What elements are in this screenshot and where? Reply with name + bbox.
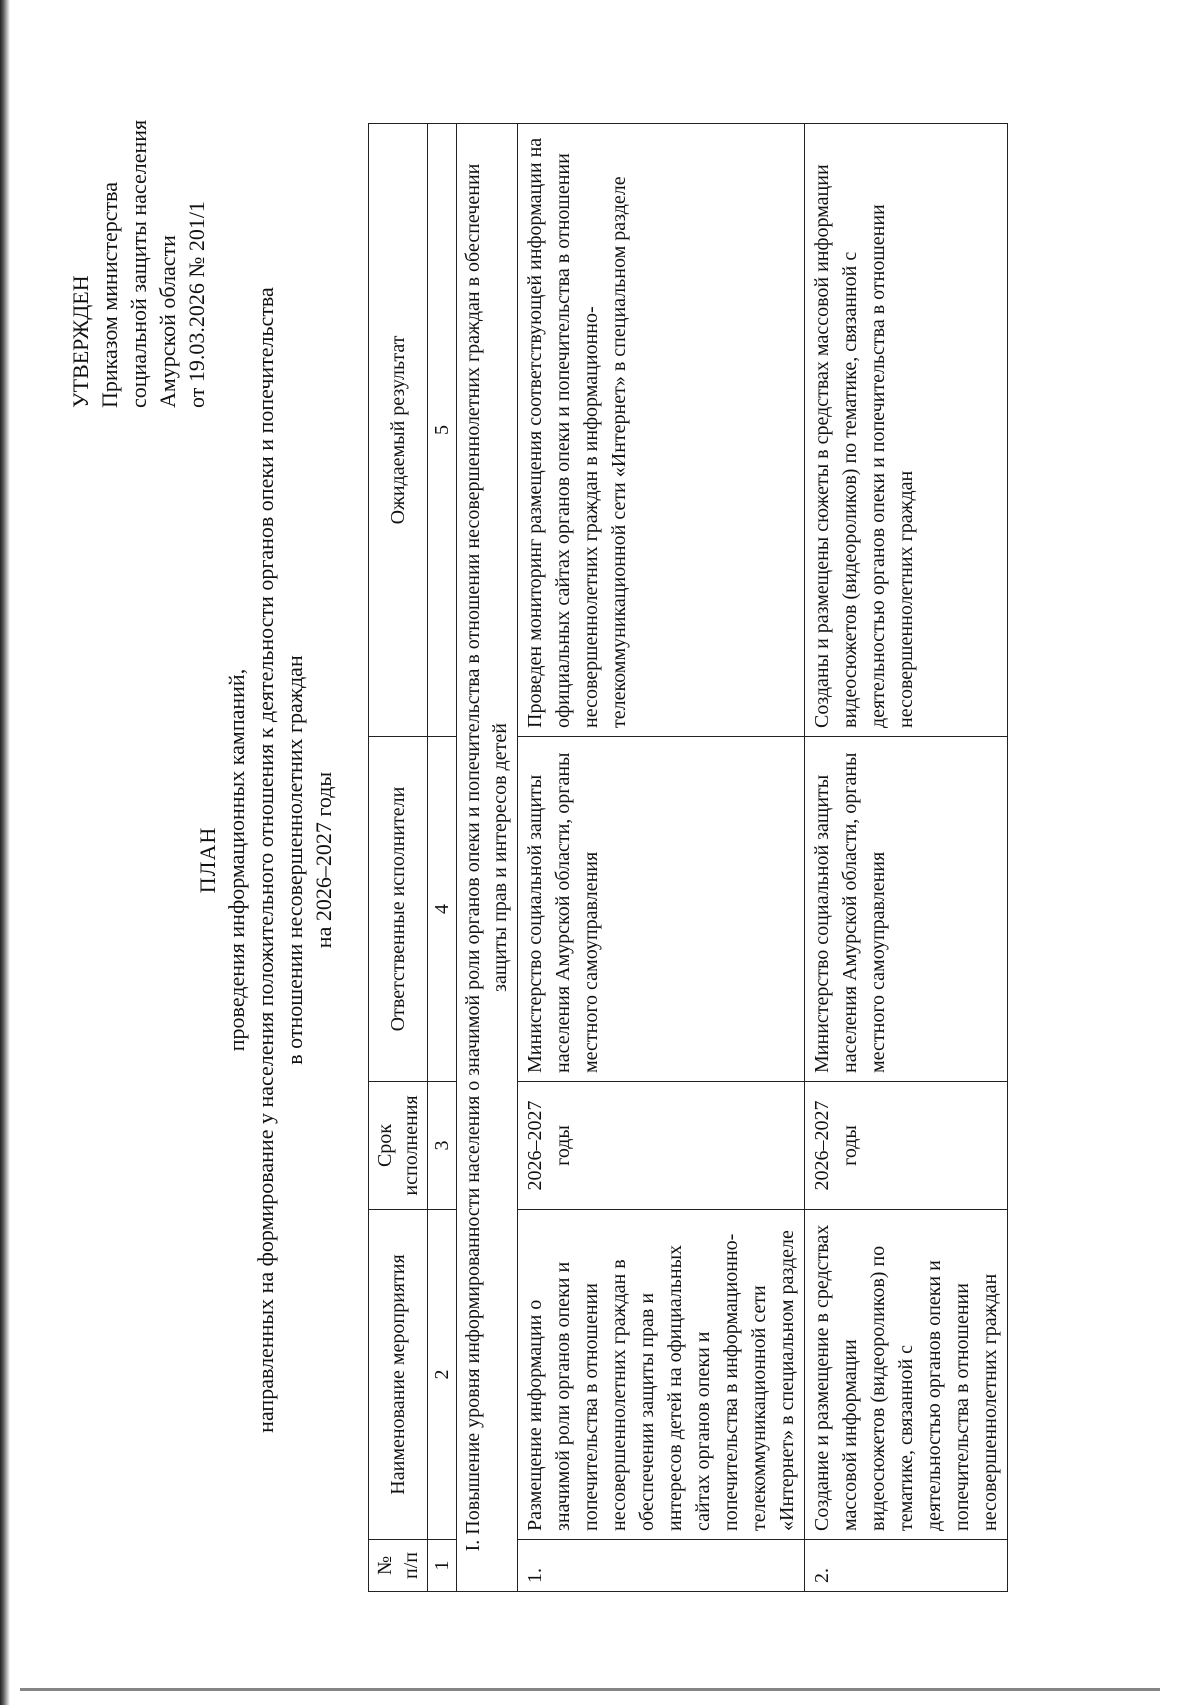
- column-number: 2: [428, 1210, 457, 1540]
- section-row: [457, 124, 518, 1592]
- header-result: Ожидаемый результат: [369, 124, 428, 737]
- plan-table: [368, 123, 1008, 1592]
- approval-line: УТВЕРЖДЕН: [68, 275, 93, 408]
- column-number: 4: [428, 737, 457, 1082]
- row-executors: Министерство социальной защиты населения Амурской области, органы местного самоуправления: [518, 737, 805, 1082]
- header-term: Срок исполнения: [369, 1082, 428, 1210]
- approval-line: от 19.03.2026 № 201/1: [184, 201, 209, 408]
- column-number-row: [428, 124, 457, 1592]
- header-name: Наименование мероприятия: [369, 1210, 428, 1540]
- table-row: [518, 124, 805, 1592]
- title-line: проведения информационных кампаний,: [224, 668, 249, 1052]
- approval-line: социальной защиты населения: [126, 119, 151, 408]
- row-name: Создание и размещение в средствах массовой информации видеосюжетов (видеороликов) по тематике, связанной с деятельностью органов опеки и попечительства в отношении несовершеннолетних граждан: [805, 1210, 1008, 1540]
- title-word: ПЛАН: [195, 826, 220, 894]
- row-result: Проведен мониторинг размещения соответствующей информации на официальных сайтах органов опеки и попечительства в отношении несовершеннолетних граждан в информационно- телекоммуникационной сети «Интернет» в специальном разделе: [518, 124, 805, 737]
- approval-stamp: [66, 78, 211, 408]
- document-title: [193, 80, 338, 1640]
- header-row: [369, 124, 428, 1592]
- row-executors: Министерство социальной защиты населения Амурской области, органы местного самоуправления: [805, 737, 1008, 1082]
- column-number: 1: [428, 1540, 457, 1592]
- header-num: № п/п: [369, 1540, 428, 1592]
- header-executors: Ответственные исполнители: [369, 737, 428, 1082]
- approval-line: Амурской области: [155, 235, 180, 408]
- column-number: 3: [428, 1082, 457, 1210]
- title-line: в отношении несовершеннолетних граждан: [282, 655, 307, 1065]
- title-line: на 2026–2027 годы: [311, 771, 336, 949]
- scan-edge-bottom: [20, 1688, 1160, 1691]
- title-line: направленных на формирование у населения положительного отношения к деятельности органов опеки и попечительства: [253, 287, 278, 1433]
- row-result: Созданы и размещены сюжеты в средствах массовой информации видеосюжетов (видеороликов) по тематике, связанной с деятельностью органов опеки и попечительства в отношении несовершеннолетних граждан: [805, 124, 1008, 737]
- row-num: 1.: [518, 1540, 805, 1592]
- row-name: Размещение информации о значимой роли органов опеки и попечительства в отношении несовершеннолетних граждан в обеспечении защиты прав и интересов детей на официальных сайтах органов опеки и попечительства в информационно-телекоммуникационной сети «Интернет» в специальном разделе: [518, 1210, 805, 1540]
- section-title: I. Повышение уровня информированности населения о значимой роли органов опеки и попечительства в отношении несовершеннолетних граждан в обеспечении защиты прав и интересов детей: [457, 124, 518, 1592]
- scan-edge: [0, 0, 10, 1705]
- document-page: [48, 80, 1088, 1640]
- approval-line: Приказом министерства: [97, 182, 122, 408]
- row-term: 2026–2027 годы: [518, 1082, 805, 1210]
- row-term: 2026–2027 годы: [805, 1082, 1008, 1210]
- row-num: 2.: [805, 1540, 1008, 1592]
- table-row: [805, 124, 1008, 1592]
- column-number: 5: [428, 124, 457, 737]
